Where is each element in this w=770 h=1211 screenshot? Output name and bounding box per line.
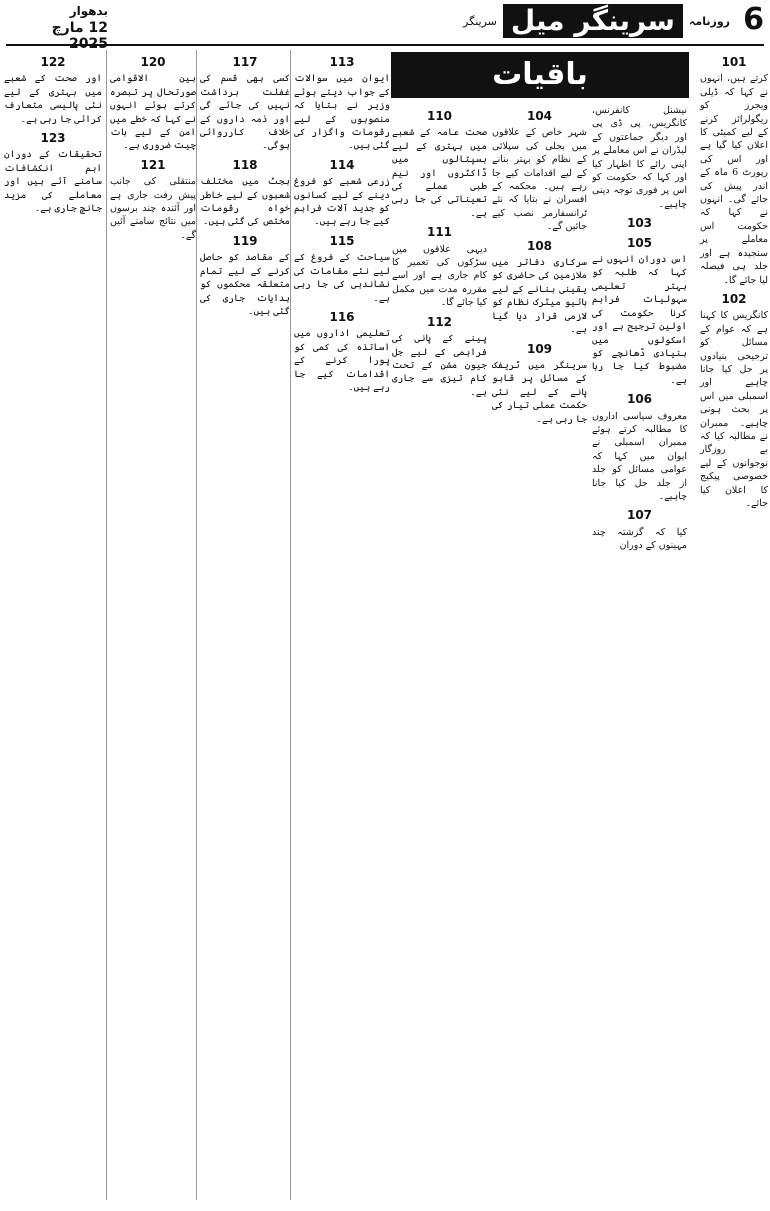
article-text: سرکاری دفاتر میں ملازمین کی حاضری کو یقینی بنانے کے لیے بائیو میٹرک نظام کو لازمی قرار دیا گیا ہے۔ — [492, 257, 587, 336]
article-text: اور صحت کے شعبے میں بہتری کے لیے نئی پالیسی متعارف کرائی جا رہی ہے۔ — [4, 73, 102, 125]
masthead — [0, 0, 770, 52]
article-number: 118 — [232, 157, 258, 172]
column-8 — [4, 50, 102, 1200]
column-7 — [106, 50, 196, 1200]
column-1 — [696, 50, 768, 1200]
article-number: 110 — [426, 109, 453, 123]
article-number: 103 — [626, 216, 653, 231]
article-number: 115 — [329, 233, 355, 248]
issue-day: بدھوار — [69, 4, 108, 18]
article-text: کانگریس کا کہنا ہے کہ عوام کے مسائل کو ترجیحی بنیادوں پر حل کیا جانا چاہیے اور اسمبلی میں اس پر بحث ہونی چاہیے۔ ممبران نے مطالبہ کیا کہ بے روزگار نوجوانوں کے لیے خصوصی پیکیج کا اعلان کیا جائے۔ — [700, 310, 768, 509]
article-number: 113 — [329, 55, 355, 69]
article-text: معروف سیاسی اداروں کا مطالبہ کرتے ہوئے ممبران اسمبلی نے ایوان میں کہا کہ عوامی مسائل کو جلد از جلد حل کیا جانا چاہیے۔ — [592, 410, 687, 502]
article-text: دیہی علاقوں میں سڑکوں کی تعمیر کا کام جاری ہے اور اسے مقررہ مدت میں مکمل کیا جائے گا۔ — [392, 243, 487, 309]
article-text: بین الاقوامی صورتحال پر تبصرہ کرتے ہوئے انہوں نے کہا کہ خطے میں امن کے لیے بات چیت ضروری ہے۔ — [110, 73, 196, 152]
article-text: منتقلی کی جانب پیش رفت جاری ہے اور آئندہ چند برسوں میں نتائج سامنے آئیں گے۔ — [110, 176, 196, 241]
header-rule — [6, 44, 764, 46]
article-number: 108 — [526, 238, 553, 253]
column-2 — [592, 104, 687, 1200]
article-number: 102 — [721, 291, 747, 306]
article-number: 120 — [140, 55, 166, 69]
column-4 — [392, 104, 487, 1200]
article-number: 105 — [626, 235, 653, 250]
article-text: کسی بھی قسم کی غفلت برداشت نہیں کی جائے گی اور ذمہ داروں کے خلاف کارروائی ہوگی۔ — [200, 73, 290, 152]
article-number: 109 — [526, 341, 553, 356]
page-number: 6 — [743, 2, 764, 37]
newspaper-title: سرینگر میل — [503, 4, 683, 38]
issue-date-text: 12 مارچ 2025 — [51, 20, 108, 52]
column-5 — [290, 50, 390, 1200]
article-text: سرینگر میں ٹریفک کے مسائل پر قابو پانے کے لیے نئی حکمت عملی تیار کی جا رہی ہے۔ — [492, 359, 587, 425]
article-text: زرعی شعبے کو فروغ دینے کے لیے کسانوں کو جدید آلات فراہم کیے جا رہے ہیں۔ — [294, 176, 390, 228]
article-number: 107 — [626, 508, 653, 523]
article-number: 101 — [721, 55, 747, 69]
column-3 — [492, 104, 587, 1200]
article-text: نیشنل کانفرنس، کانگریس، پی ڈی پی اور دیگر جماعتوں کے لیڈران نے اس معاملے پر اپنی رائے کا اظہار کیا اور کہا کہ حکومت کو اس پر فوری توجہ دینی چاہیے۔ — [592, 105, 687, 210]
article-text: صحت عامہ کے شعبے میں بہتری کے لیے ہسپتالوں میں ڈاکٹروں اور نیم طبی عملے کی تعیناتی کی جا رہی ہے۔ — [392, 127, 487, 219]
article-number: 106 — [626, 392, 653, 407]
column-6 — [196, 50, 290, 1200]
article-number: 122 — [40, 55, 66, 69]
article-number: 119 — [232, 233, 258, 248]
article-number: 123 — [40, 131, 66, 146]
article-text: ایوان میں سوالات کے جواب دیتے ہوئے وزیر نے بتایا کہ منصوبوں کے لیے رقومات واگزار کی گئی ہیں۔ — [294, 73, 390, 152]
newspaper-name — [463, 4, 730, 38]
article-text: پینے کے پانی کی فراہمی کے لیے جل جیون مشن کے تحت کام تیزی سے جاری ہے۔ — [392, 333, 487, 398]
article-number: 121 — [140, 157, 166, 172]
article-text: کے مقاصد کو حاصل کرنے کے لیے تمام متعلقہ محکموں کو ہدایات جاری کی گئی ہیں۔ — [200, 252, 290, 317]
article-number: 104 — [526, 109, 553, 123]
article-text: اس دوران انہوں نے کہا کہ طلبہ کو بہتر تعلیمی سہولیات فراہم کرنا حکومت کی اولین ترجیح ہے اور اسکولوں میں بنیادی ڈھانچے کو مضبوط کیا جا رہا ہے۔ — [592, 254, 687, 386]
newspaper-pre-title: روزنامہ — [688, 14, 730, 28]
article-text: کرتے ہیں، انہوں نے کہا کہ ڈیلی ویجرز کو ریگولرائز کرنے کے لیے کمیٹی کا اعلان کیا گیا ہے اور اس کی رپورٹ 6 ماہ کے اندر پیش کی جائے گی۔ انہوں نے کہا کہ حکومت اس معاملے پر سنجیدہ ہے اور جلد ہی فیصلہ لیا جائے گا۔ — [700, 73, 768, 286]
article-number: 116 — [329, 309, 355, 324]
article-number: 114 — [329, 157, 355, 172]
article-text: شہر خاص کے علاقوں میں بجلی کی سپلائی کے نظام کو بہتر بنانے کے لیے اقدامات کیے جا رہے ہیں۔ محکمہ کے افسران نے بتایا کہ نئے ٹرانسفارمر نصب کیے جائیں گے۔ — [492, 127, 587, 233]
section-title: باقیات — [391, 52, 689, 98]
article-number: 117 — [232, 55, 258, 69]
article-text: سیاحت کے فروغ کے لیے نئے مقامات کی نشاندہی کی جا رہی ہے۔ — [294, 252, 390, 304]
article-text: تحقیقات کے دوران اہم انکشافات سامنے آئے ہیں اور معاملے کی مزید جانچ جاری ہے۔ — [4, 149, 102, 215]
article-text: تعلیمی اداروں میں اساتذہ کی کمی کو پورا کرنے کے اقدامات کیے جا رہے ہیں۔ — [294, 328, 390, 393]
article-text: بجٹ میں مختلف شعبوں کے لیے خاطر خواہ رقومات مختص کی گئی ہیں۔ — [200, 176, 290, 228]
article-text: کیا کہ گزشتہ چند مہینوں کے دوران — [592, 526, 687, 552]
article-number: 111 — [426, 225, 453, 240]
newspaper-city: سرینگر — [463, 14, 497, 28]
article-number: 112 — [426, 314, 453, 329]
